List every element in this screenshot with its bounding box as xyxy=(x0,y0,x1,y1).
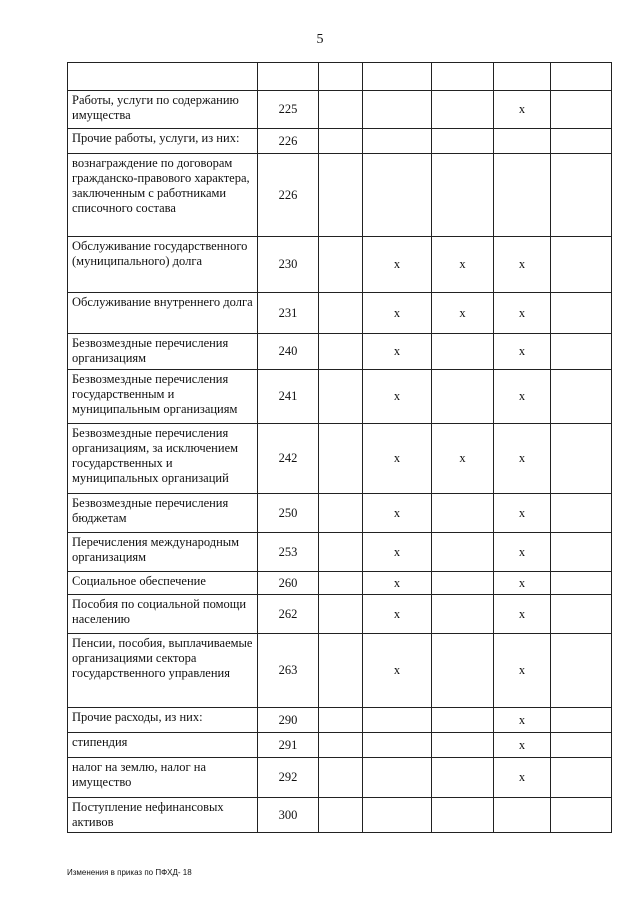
row-code: 263 xyxy=(258,634,319,708)
row-code: 250 xyxy=(258,494,319,533)
row-cell xyxy=(432,595,494,634)
row-cell xyxy=(319,533,363,572)
row-name: Поступление нефинансовых активов xyxy=(68,798,258,833)
table-row xyxy=(68,129,612,154)
table-row xyxy=(68,424,612,494)
row-cell xyxy=(432,634,494,708)
table-row xyxy=(68,154,612,237)
row-cell xyxy=(551,572,612,595)
row-name: Пособия по социальной помощи населению xyxy=(68,595,258,634)
table-row xyxy=(68,533,612,572)
row-cell: x xyxy=(494,595,551,634)
row-name: Обслуживание государственного (муниципального) долга xyxy=(68,237,258,293)
header-cell xyxy=(494,63,551,91)
table-row xyxy=(68,91,612,129)
row-cell xyxy=(319,733,363,758)
row-cell xyxy=(432,129,494,154)
row-name: Социальное обеспечение xyxy=(68,572,258,595)
table-row xyxy=(68,798,612,833)
row-cell: x xyxy=(363,370,432,424)
row-cell xyxy=(319,798,363,833)
row-code: 292 xyxy=(258,758,319,798)
row-cell xyxy=(551,154,612,237)
row-cell: x xyxy=(494,91,551,129)
row-name: Обслуживание внутреннего долга xyxy=(68,293,258,334)
row-cell xyxy=(319,91,363,129)
row-cell xyxy=(319,370,363,424)
table-row xyxy=(68,758,612,798)
table-row xyxy=(68,708,612,733)
row-code: 226 xyxy=(258,154,319,237)
row-cell xyxy=(363,758,432,798)
row-name: Работы, услуги по содержанию имущества xyxy=(68,91,258,129)
row-name: Безвозмездные перечисления государственным и муниципальным организациям xyxy=(68,370,258,424)
table-row xyxy=(68,494,612,533)
table-row xyxy=(68,370,612,424)
table-row xyxy=(68,334,612,370)
row-cell: x xyxy=(494,572,551,595)
row-cell xyxy=(551,370,612,424)
row-name: Перечисления международным организациям xyxy=(68,533,258,572)
header-cell xyxy=(68,63,258,91)
row-cell xyxy=(432,91,494,129)
row-cell xyxy=(319,154,363,237)
row-cell xyxy=(494,129,551,154)
row-cell xyxy=(551,758,612,798)
row-cell xyxy=(319,494,363,533)
row-cell: x xyxy=(363,424,432,494)
table-row xyxy=(68,733,612,758)
row-cell: x xyxy=(432,237,494,293)
row-cell xyxy=(432,798,494,833)
row-cell xyxy=(363,91,432,129)
table-row xyxy=(68,572,612,595)
table-row xyxy=(68,595,612,634)
header-cell xyxy=(258,63,319,91)
row-cell xyxy=(363,154,432,237)
table-row xyxy=(68,634,612,708)
row-cell xyxy=(432,533,494,572)
row-cell: x xyxy=(432,293,494,334)
row-code: 225 xyxy=(258,91,319,129)
row-cell: x xyxy=(363,533,432,572)
row-cell xyxy=(551,733,612,758)
row-cell: x xyxy=(494,634,551,708)
row-cell: x xyxy=(432,424,494,494)
row-cell: x xyxy=(494,708,551,733)
row-cell xyxy=(319,129,363,154)
row-cell xyxy=(432,733,494,758)
row-name: Прочие работы, услуги, из них: xyxy=(68,129,258,154)
row-cell xyxy=(432,708,494,733)
row-cell xyxy=(319,424,363,494)
row-cell: x xyxy=(363,494,432,533)
row-code: 242 xyxy=(258,424,319,494)
row-code: 262 xyxy=(258,595,319,634)
row-code: 291 xyxy=(258,733,319,758)
row-cell: x xyxy=(494,424,551,494)
row-cell xyxy=(551,708,612,733)
row-cell xyxy=(432,494,494,533)
row-cell xyxy=(432,334,494,370)
row-code: 240 xyxy=(258,334,319,370)
row-cell xyxy=(551,424,612,494)
row-code: 290 xyxy=(258,708,319,733)
row-cell xyxy=(363,798,432,833)
row-cell xyxy=(432,572,494,595)
row-code: 230 xyxy=(258,237,319,293)
row-cell: x xyxy=(363,237,432,293)
page-number: 5 xyxy=(316,32,324,47)
row-cell xyxy=(551,634,612,708)
row-name: Прочие расходы, из них: xyxy=(68,708,258,733)
row-cell xyxy=(551,334,612,370)
row-cell xyxy=(319,708,363,733)
row-name: Безвозмездные перечисления бюджетам xyxy=(68,494,258,533)
row-cell: x xyxy=(363,634,432,708)
row-name: Безвозмездные перечисления организациям, за исключением государственных и муниципальных организаций xyxy=(68,424,258,494)
row-cell xyxy=(432,370,494,424)
row-name: вознаграждение по договорам гражданско-правового характера, заключенным с работниками списочного состава xyxy=(68,154,258,237)
row-cell xyxy=(551,237,612,293)
row-cell xyxy=(363,708,432,733)
row-cell xyxy=(551,129,612,154)
header-cell xyxy=(551,63,612,91)
header-cell xyxy=(363,63,432,91)
row-cell: x xyxy=(363,595,432,634)
row-cell xyxy=(319,293,363,334)
row-code: 253 xyxy=(258,533,319,572)
row-cell xyxy=(551,494,612,533)
row-cell xyxy=(551,798,612,833)
row-name: Безвозмездные перечисления организациям xyxy=(68,334,258,370)
page-footer: Изменения в приказ по ПФХД- 18 xyxy=(67,868,192,877)
row-code: 241 xyxy=(258,370,319,424)
row-code: 231 xyxy=(258,293,319,334)
table-row xyxy=(68,237,612,293)
row-cell xyxy=(363,129,432,154)
row-cell xyxy=(319,237,363,293)
table-row xyxy=(68,293,612,334)
row-cell xyxy=(319,758,363,798)
row-cell: x xyxy=(363,572,432,595)
row-cell xyxy=(551,533,612,572)
row-cell xyxy=(551,91,612,129)
row-cell xyxy=(319,334,363,370)
row-cell xyxy=(494,154,551,237)
header-cell xyxy=(319,63,363,91)
row-cell: x xyxy=(494,334,551,370)
row-cell xyxy=(494,798,551,833)
row-name: Пенсии, пособия, выплачиваемые организациями сектора государственного управления xyxy=(68,634,258,708)
row-cell xyxy=(319,595,363,634)
row-name: стипендия xyxy=(68,733,258,758)
row-cell xyxy=(432,758,494,798)
row-cell: x xyxy=(494,533,551,572)
row-cell: x xyxy=(494,237,551,293)
budget-table xyxy=(67,62,612,833)
row-code: 300 xyxy=(258,798,319,833)
row-code: 260 xyxy=(258,572,319,595)
row-code: 226 xyxy=(258,129,319,154)
header-cell xyxy=(432,63,494,91)
row-cell: x xyxy=(363,334,432,370)
table-header-row xyxy=(68,63,612,91)
row-cell xyxy=(551,595,612,634)
row-cell xyxy=(319,634,363,708)
row-cell xyxy=(432,154,494,237)
row-cell xyxy=(363,733,432,758)
row-cell: x xyxy=(363,293,432,334)
row-cell: x xyxy=(494,733,551,758)
row-name: налог на землю, налог на имущество xyxy=(68,758,258,798)
row-cell xyxy=(319,572,363,595)
row-cell: x xyxy=(494,370,551,424)
row-cell: x xyxy=(494,293,551,334)
row-cell xyxy=(551,293,612,334)
row-cell: x xyxy=(494,758,551,798)
row-cell: x xyxy=(494,494,551,533)
